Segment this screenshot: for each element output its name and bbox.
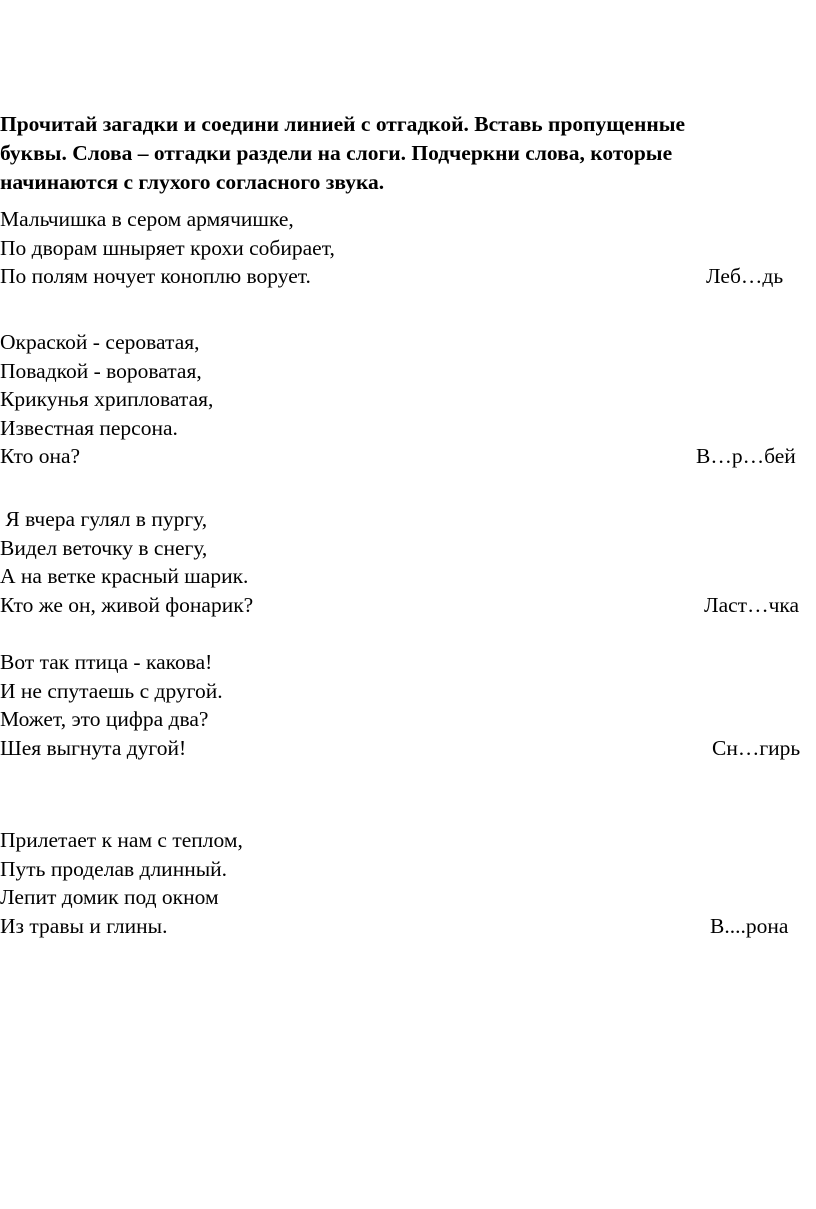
riddle-4-line-3: Может, это цифра два?	[0, 707, 209, 732]
answer-4: Сн…гирь	[712, 736, 801, 760]
riddle-3-line-2: Видел веточку в снегу,	[0, 535, 208, 560]
answer-1: Леб…дь	[706, 264, 784, 288]
riddle-3-line-1: Я вчера гулял в пургу,	[0, 507, 208, 531]
riddle-1-line-2: По дворам шныряет крохи собирает,	[0, 235, 335, 260]
riddle-2-line-5: Кто она?	[0, 444, 81, 469]
riddle-4-line-2: И не спутаешь с другой.	[0, 678, 223, 703]
answer-5: В....рона	[710, 914, 789, 938]
answer-3: Ласт…чка	[704, 593, 800, 617]
riddle-2-line-4: Известная персона.	[0, 415, 178, 440]
riddle-4-line-1: Вот так птица - какова!	[0, 650, 213, 674]
answer-2: В…р…бей	[696, 444, 796, 468]
riddle-5-line-2: Путь проделав длинный.	[0, 856, 228, 881]
riddle-5-line-3: Лепит домик под окном	[0, 885, 219, 910]
riddle-4-line-4: Шея выгнута дугой!	[0, 735, 187, 760]
riddle-3-line-4: Кто же он, живой фонарик?	[0, 592, 254, 617]
riddle-5-line-4: Из травы и глины.	[0, 913, 168, 938]
riddle-5-line-1: Прилетает к нам с теплом,	[0, 828, 243, 852]
task-line-2: буквы. Слова – отгадки раздели на слоги. Подчеркни слова, которые	[0, 141, 673, 165]
task-line-3: начинаются с глухого согласного звука.	[0, 170, 385, 194]
riddle-3	[0, 505, 816, 619]
riddle-2-line-3: Крикунья хрипловатая,	[0, 387, 214, 412]
riddle-2-line-2: Повадкой - вороватая,	[0, 358, 202, 383]
riddle-4	[0, 648, 816, 762]
riddle-1-line-3: По полям ночует коноплю ворует.	[0, 264, 311, 289]
riddle-3-line-3: А на ветке красный шарик.	[0, 564, 249, 589]
riddle-1	[0, 205, 816, 291]
riddle-2	[0, 328, 816, 471]
riddle-2-line-1: Окраской - сероватая,	[0, 330, 200, 354]
task-instructions	[0, 110, 816, 197]
riddle-5	[0, 826, 816, 940]
riddle-1-line-1: Мальчишка в сером армячишке,	[0, 207, 294, 231]
task-line-1: Прочитай загадки и соедини линией с отгадкой. Вставь пропущенные	[0, 112, 686, 136]
